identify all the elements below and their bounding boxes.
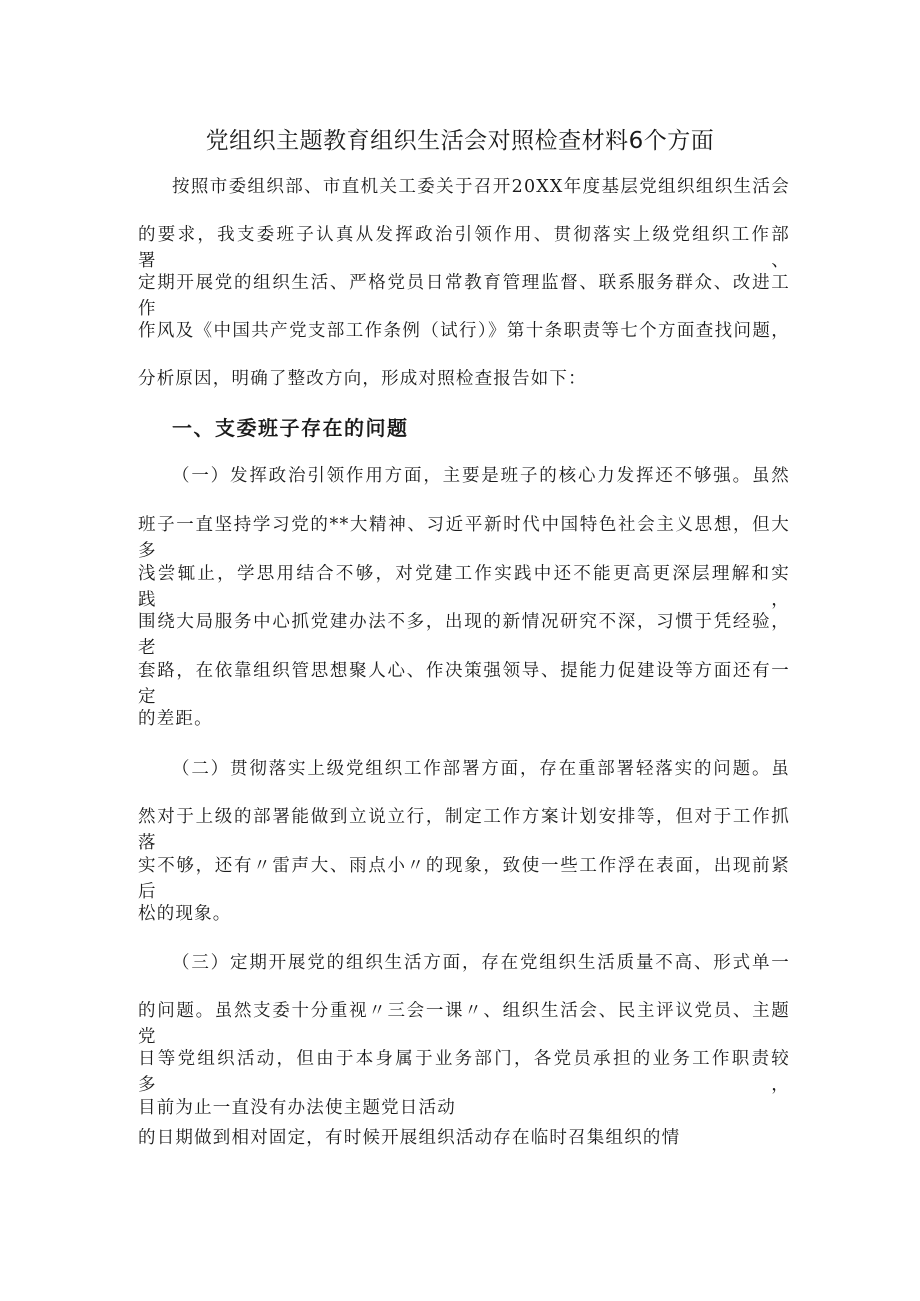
- para2-line-4: 松的现象。: [138, 904, 232, 924]
- para3-line-4: 目前为止一直没有办法使主题党日活动: [138, 1098, 456, 1118]
- para2-line-3: 实不够，还有〃雷声大、雨点小〃的现象，致使一些工作浮在表面，出现前紧后: [138, 856, 790, 902]
- para3-line-3: 日等党组织活动，但由于本身属于业务部门，各党员承担的业务工作职责较多，: [138, 1049, 790, 1095]
- document-title: 党组织主题教育组织生活会对照检查材料6个方面: [205, 128, 715, 154]
- para1-line-1: （一）发挥政治引领作用方面，主要是班子的核心力发挥还不够强。虽然: [172, 466, 790, 486]
- section-heading: 一、支委班子存在的问题: [172, 416, 409, 440]
- intro-line-3: 定期开展党的组织生活、严格党员日常教育管理监督、联系服务群众、改进工作: [138, 273, 790, 319]
- para2-line-2: 然对于上级的部署能做到立说立行，制定工作方案计划安排等，但对于工作抓落: [138, 807, 790, 853]
- para1-line-5: 套路，在依靠组织管思想聚人心、作决策强领导、提能力促建设等方面还有一定: [138, 661, 790, 707]
- para2-line-1: （二）贯彻落实上级党组织工作部署方面，存在重部署轻落实的问题。虽: [172, 759, 790, 779]
- intro-line-2: 的要求，我支委班子认真从发挥政治引领作用、贯彻落实上级党组织工作部署、: [138, 225, 790, 271]
- para1-line-6: 的差距。: [138, 709, 213, 729]
- para3-line-2: 的问题。虽然支委十分重视〃三会一课〃、组织生活会、民主评议党员、主题党: [138, 1001, 790, 1047]
- intro-line-5: 分析原因，明确了整改方向，形成对照检查报告如下：: [138, 369, 587, 389]
- intro-line-4: 作风及《中国共产党支部工作条例（试行）》第十条职责等七个方面查找问题，: [138, 321, 790, 341]
- para1-line-4: 围绕大局服务中心抓党建办法不多，出现的新情况研究不深，习惯于凭经验，老: [138, 612, 790, 658]
- para1-line-2: 班子一直坚持学习党的**大精神、习近平新时代中国特色社会主义思想，但大多: [138, 515, 790, 561]
- para1-line-3: 浅尝辄止，学思用结合不够，对党建工作实践中还不能更高更深层理解和实践，: [138, 564, 790, 610]
- intro-line-1: 按照市委组织部、市直机关工委关于召开20XX年度基层党组织组织生活会: [172, 177, 790, 197]
- para3-line-1: （三）定期开展党的组织生活方面，存在党组织生活质量不高、形式单一: [172, 953, 790, 973]
- para3-line-5: 的日期做到相对固定，有时候开展组织活动存在临时召集组织的情: [138, 1128, 681, 1148]
